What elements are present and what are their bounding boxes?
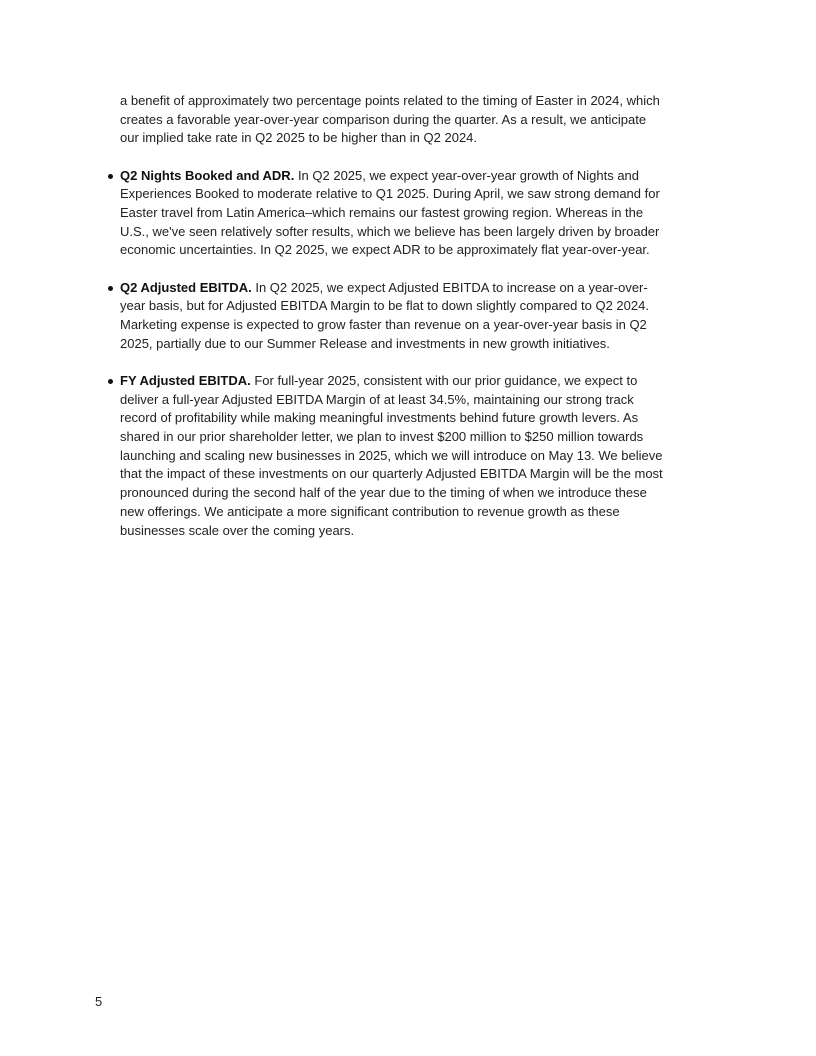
bullet-q2-nights-booked bbox=[120, 167, 665, 261]
bullet-text: For full-year 2025, consistent with our prior guidance, we expect to deliver a full-year Adjusted EBITDA Margin of at least 34.5%, maintaining our strong track record of profitability while making meaningful investments behind future growth levers. As shared in our prior shareholder letter, we plan to invest $200 million to $250 million towards launching and scaling new businesses in 2025, which we will introduce on May 13. We believe that the impact of these investments on our quarterly Adjusted EBITDA Margin will be the most pronounced during the second half of the year due to the timing of when we introduce these new offerings. We anticipate a more significant contribution to revenue growth as these businesses scale over the coming years. bbox=[120, 372, 663, 538]
bullet-title: Q2 Nights Booked and ADR. bbox=[120, 167, 295, 183]
page-content bbox=[120, 92, 665, 540]
bullet-fy-adjusted-ebitda bbox=[120, 372, 665, 540]
guidance-list bbox=[120, 167, 665, 541]
page-number: 5 bbox=[95, 994, 103, 1009]
bullet-text: In Q2 2025, we expect Adjusted EBITDA to increase on a year-over-year basis, but for Adjusted EBITDA Margin to be flat to down slightly compared to Q2 2024. Marketing expense is expected to grow faster than revenue on a year-over-year basis in Q2 2025, partially due to our Summer Release and investments in new growth initiatives. bbox=[120, 279, 649, 351]
bullet-text: In Q2 2025, we expect year-over-year growth of Nights and Experiences Booked to moderate relative to Q1 2025. During April, we saw strong demand for Easter travel from Latin America–which remains our fastest growing region. Whereas in the U.S., we've seen relatively softer results, which we believe has been largely driven by broader economic uncertainties. In Q2 2025, we expect ADR to be approximately flat year-over-year. bbox=[120, 167, 660, 258]
bullet-title: Q2 Adjusted EBITDA. bbox=[120, 279, 252, 295]
intro-paragraph: a benefit of approximately two percentage points related to the timing of Easter in 2024, which creates a favorable year-over-year comparison during the quarter. As a result, we anticipate our implied take rate in Q2 2025 to be higher than in Q2 2024. bbox=[120, 93, 660, 146]
bullet-q2-adjusted-ebitda bbox=[120, 279, 665, 354]
bullet-title: FY Adjusted EBITDA. bbox=[120, 372, 251, 388]
